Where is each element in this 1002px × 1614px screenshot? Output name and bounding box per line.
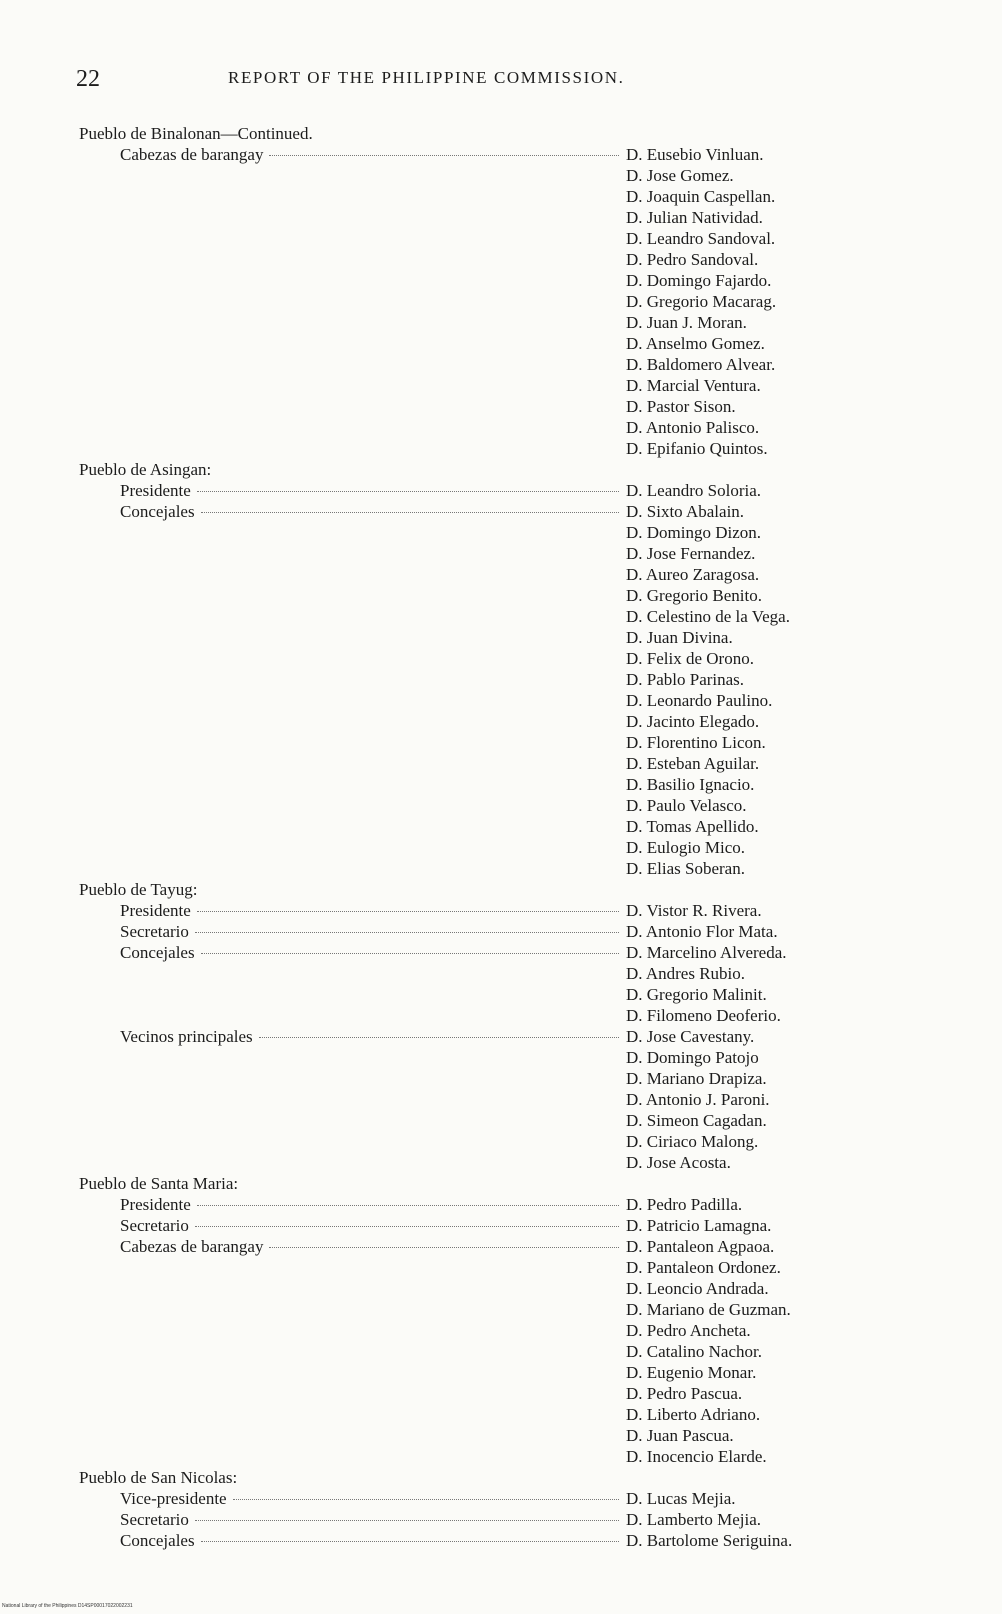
roster-line (79, 1257, 909, 1278)
role-label: Presidente (120, 481, 191, 500)
official-name: D. Juan Divina. (626, 628, 733, 647)
dot-leader (195, 1226, 619, 1227)
role-label: Cabezas de barangay (120, 145, 264, 164)
official-name: D. Antonio Palisco. (626, 418, 760, 437)
role-cell (79, 144, 623, 165)
official-name: D. Pantaleon Agpaoa. (626, 1237, 775, 1256)
roster-line (79, 249, 909, 270)
role-label: Concejales (120, 943, 195, 962)
official-name: D. Gregorio Benito. (626, 586, 762, 605)
pueblo-section (79, 879, 909, 1173)
official-name: D. Bartolome Seriguina. (626, 1531, 793, 1550)
roster-line (79, 417, 909, 438)
official-name: D. Aureo Zaragosa. (626, 565, 760, 584)
official-name: D. Andres Rubio. (626, 964, 745, 983)
official-name: D. Catalino Nachor. (626, 1342, 762, 1361)
official-name: D. Jose Fernandez. (626, 544, 756, 563)
role-label: Presidente (120, 1195, 191, 1214)
roster-line (79, 480, 909, 501)
roster-line (79, 375, 909, 396)
roster-line (79, 900, 909, 921)
roster-line (79, 606, 909, 627)
roster-line (79, 354, 909, 375)
role-label: Concejales (120, 1531, 195, 1550)
roster-line (79, 984, 909, 1005)
pueblo-heading: Pueblo de San Nicolas: (79, 1468, 238, 1487)
roster-line (79, 795, 909, 816)
roster-line (79, 1383, 909, 1404)
official-name: D. Pedro Padilla. (626, 1195, 743, 1214)
official-name: D. Jacinto Elegado. (626, 712, 760, 731)
roster-line (79, 312, 909, 333)
official-name: D. Eusebio Vinluan. (626, 145, 764, 164)
role-label: Vice-presidente (120, 1489, 227, 1508)
official-name: D. Domingo Fajardo. (626, 271, 772, 290)
roster-line (79, 438, 909, 459)
dot-leader (269, 1247, 619, 1248)
official-name: D. Liberto Adriano. (626, 1405, 761, 1424)
official-name: D. Basilio Ignacio. (626, 775, 755, 794)
dot-leader (259, 1037, 619, 1038)
roster-line (79, 1341, 909, 1362)
official-name: D. Pablo Parinas. (626, 670, 745, 689)
pueblo-heading: Pueblo de Binalonan—Continued. (79, 124, 313, 143)
official-name: D. Julian Natividad. (626, 208, 763, 227)
role-label: Cabezas de barangay (120, 1237, 264, 1256)
roster-line (79, 396, 909, 417)
role-cell (79, 480, 623, 501)
dot-leader (201, 953, 619, 954)
pueblo-section (79, 123, 909, 459)
official-name: D. Gregorio Macarag. (626, 292, 777, 311)
official-name: D. Jose Gomez. (626, 166, 734, 185)
footer-credit: National Library of the Philippines D14SP00017022002231 (2, 1603, 133, 1609)
roster-line (79, 1110, 909, 1131)
roster-line (79, 1509, 909, 1530)
dot-leader (197, 911, 619, 912)
roster-line (79, 1425, 909, 1446)
roster-line (79, 1089, 909, 1110)
running-title: REPORT OF THE PHILIPPINE COMMISSION. (228, 68, 625, 87)
official-name: D. Antonio J. Paroni. (626, 1090, 770, 1109)
roster-line (79, 1068, 909, 1089)
dot-leader (201, 512, 619, 513)
pueblo-heading: Pueblo de Tayug: (79, 880, 198, 899)
official-name: D. Leoncio Andrada. (626, 1279, 769, 1298)
official-name: D. Mariano Drapiza. (626, 1069, 767, 1088)
official-name: D. Domingo Patojo (626, 1048, 759, 1067)
official-name: D. Baldomero Alvear. (626, 355, 776, 374)
roster-line (79, 207, 909, 228)
roster-list (79, 123, 909, 1551)
roster-line (79, 711, 909, 732)
roster-line (79, 774, 909, 795)
roster-line (79, 921, 909, 942)
official-name: D. Tomas Apellido. (626, 817, 759, 836)
official-name: D. Pedro Sandoval. (626, 250, 759, 269)
official-name: D. Patricio Lamagna. (626, 1216, 772, 1235)
roster-line (79, 753, 909, 774)
official-name: D. Eulogio Mico. (626, 838, 745, 857)
official-name: D. Lucas Mejia. (626, 1489, 736, 1508)
roster-line (79, 1194, 909, 1215)
roster-line (79, 144, 909, 165)
official-name: D. Antonio Flor Mata. (626, 922, 778, 941)
pueblo-section (79, 459, 909, 879)
roster-line (79, 291, 909, 312)
dot-leader (269, 155, 619, 156)
role-cell (79, 1530, 623, 1551)
roster-line (79, 690, 909, 711)
official-name: D. Jose Acosta. (626, 1153, 731, 1172)
page-header (76, 62, 776, 102)
official-name: D. Inocencio Elarde. (626, 1447, 767, 1466)
roster-line (79, 648, 909, 669)
role-cell (79, 1194, 623, 1215)
roster-line (79, 1299, 909, 1320)
role-label: Presidente (120, 901, 191, 920)
dot-leader (195, 1520, 619, 1521)
dot-leader (201, 1541, 619, 1542)
page-number: 22 (76, 66, 100, 92)
roster-line (79, 669, 909, 690)
roster-line (79, 1005, 909, 1026)
role-label: Concejales (120, 502, 195, 521)
official-name: D. Paulo Velasco. (626, 796, 747, 815)
roster-line (79, 963, 909, 984)
official-name: D. Vistor R. Rivera. (626, 901, 762, 920)
role-label: Secretario (120, 922, 189, 941)
roster-line (79, 1278, 909, 1299)
roster-line (79, 564, 909, 585)
official-name: D. Lamberto Mejia. (626, 1510, 762, 1529)
roster-line (79, 522, 909, 543)
role-cell (79, 1236, 623, 1257)
roster-line (79, 627, 909, 648)
roster-line (79, 1362, 909, 1383)
role-cell (79, 921, 623, 942)
roster-line (79, 837, 909, 858)
official-name: D. Marcelino Alvereda. (626, 943, 787, 962)
official-name: D. Esteban Aguilar. (626, 754, 760, 773)
roster-line (79, 1530, 909, 1551)
official-name: D. Juan J. Moran. (626, 313, 747, 332)
roster-line (79, 1152, 909, 1173)
roster-line (79, 942, 909, 963)
official-name: D. Florentino Licon. (626, 733, 766, 752)
official-name: D. Marcial Ventura. (626, 376, 761, 395)
role-cell (79, 501, 623, 522)
role-label: Secretario (120, 1216, 189, 1235)
official-name: D. Sixto Abalain. (626, 502, 745, 521)
dot-leader (195, 932, 619, 933)
role-cell (79, 1509, 623, 1530)
official-name: D. Filomeno Deoferio. (626, 1006, 781, 1025)
roster-line (79, 732, 909, 753)
official-name: D. Pantaleon Ordonez. (626, 1258, 781, 1277)
role-cell (79, 942, 623, 963)
official-name: D. Domingo Dizon. (626, 523, 762, 542)
official-name: D. Simeon Cagadan. (626, 1111, 767, 1130)
pueblo-section (79, 1173, 909, 1467)
official-name: D. Epifanio Quintos. (626, 439, 768, 458)
pueblo-heading: Pueblo de Santa Maria: (79, 1174, 239, 1193)
role-cell (79, 1215, 623, 1236)
official-name: D. Celestino de la Vega. (626, 607, 790, 626)
official-name: D. Anselmo Gomez. (626, 334, 765, 353)
roster-line (79, 270, 909, 291)
official-name: D. Pedro Ancheta. (626, 1321, 751, 1340)
role-label: Vecinos principales (120, 1027, 253, 1046)
official-name: D. Joaquin Caspellan. (626, 187, 776, 206)
roster-line (79, 501, 909, 522)
official-name: D. Leandro Sandoval. (626, 229, 776, 248)
roster-line (79, 1047, 909, 1068)
roster-line (79, 228, 909, 249)
official-name: D. Pastor Sison. (626, 397, 736, 416)
official-name: D. Felix de Orono. (626, 649, 754, 668)
official-name: D. Leandro Soloria. (626, 481, 762, 500)
roster-line (79, 333, 909, 354)
roster-line (79, 1236, 909, 1257)
official-name: D. Mariano de Guzman. (626, 1300, 791, 1319)
official-name: D. Leonardo Paulino. (626, 691, 773, 710)
dot-leader (233, 1499, 619, 1500)
official-name: D. Eugenio Monar. (626, 1363, 757, 1382)
official-name: D. Gregorio Malinit. (626, 985, 767, 1004)
dot-leader (197, 491, 619, 492)
roster-line (79, 1131, 909, 1152)
role-label: Secretario (120, 1510, 189, 1529)
roster-line (79, 1320, 909, 1341)
role-cell (79, 1488, 623, 1509)
official-name: D. Juan Pascua. (626, 1426, 734, 1445)
roster-line (79, 1215, 909, 1236)
roster-line (79, 585, 909, 606)
roster-line (79, 858, 909, 879)
official-name: D. Jose Cavestany. (626, 1027, 755, 1046)
roster-line (79, 1446, 909, 1467)
dot-leader (197, 1205, 619, 1206)
official-name: D. Pedro Pascua. (626, 1384, 743, 1403)
official-name: D. Ciriaco Malong. (626, 1132, 759, 1151)
role-cell (79, 900, 623, 921)
official-name: D. Elias Soberan. (626, 859, 745, 878)
roster-line (79, 816, 909, 837)
roster-line (79, 1488, 909, 1509)
roster-line (79, 165, 909, 186)
pueblo-heading: Pueblo de Asingan: (79, 460, 212, 479)
role-cell (79, 1026, 623, 1047)
roster-line (79, 543, 909, 564)
roster-line (79, 1026, 909, 1047)
pueblo-section (79, 1467, 909, 1551)
roster-line (79, 1404, 909, 1425)
roster-line (79, 186, 909, 207)
